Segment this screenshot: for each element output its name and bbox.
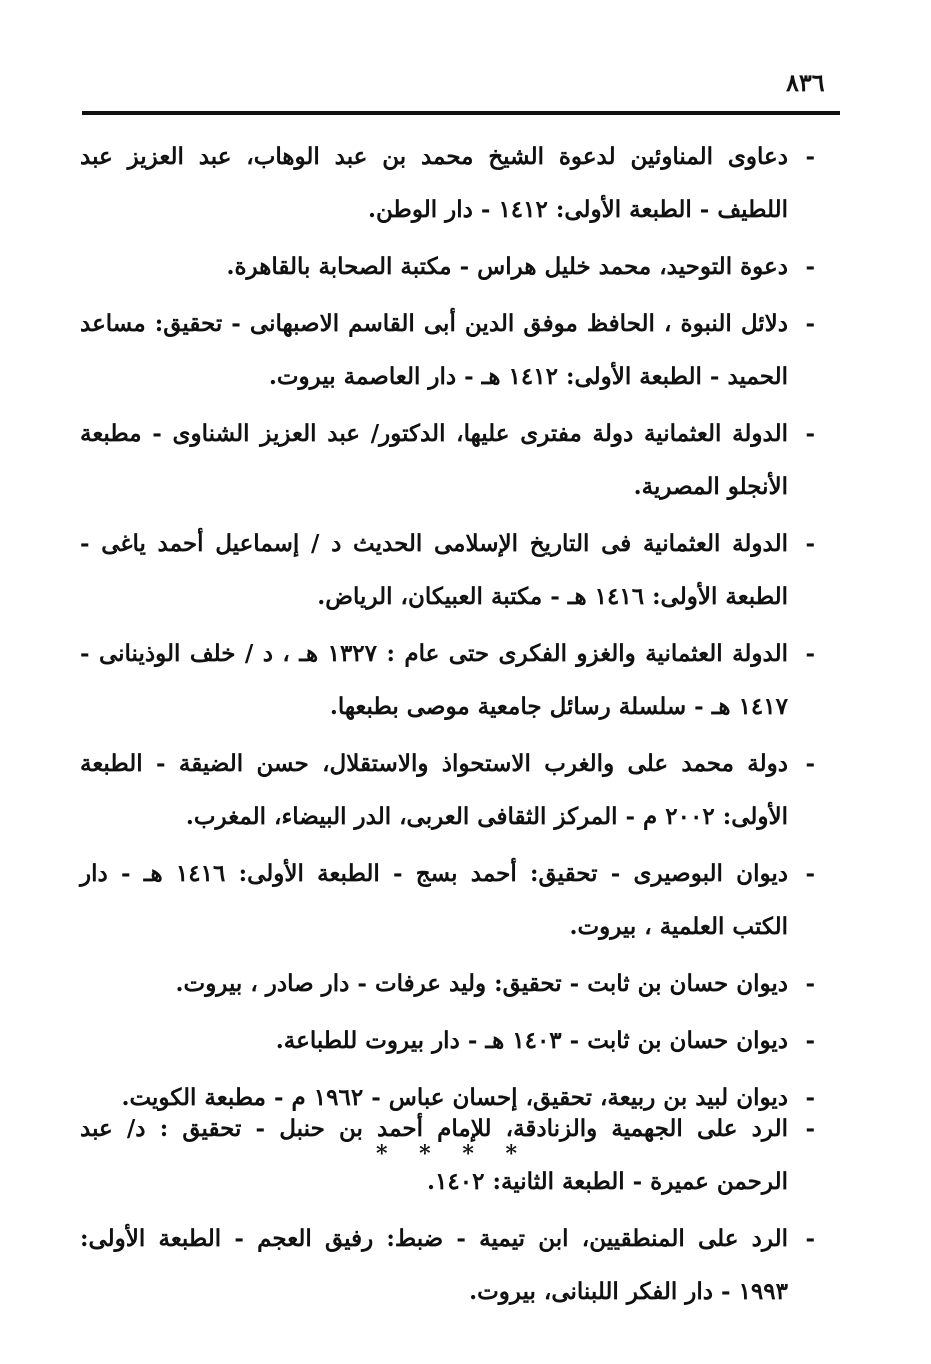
- bibliography-entry: [80, 297, 815, 403]
- entry-dash: -: [805, 310, 815, 337]
- entry-dash: -: [805, 1225, 815, 1252]
- bibliography-entry: [80, 737, 815, 843]
- entry-text: الرد على الجهمية والزنادقة، للإمام أحمد بن حنبل - تحقيق : د/ عبد الرحمن عميرة - الطبعة الثانية: ١٤٠٢.: [80, 1115, 788, 1195]
- entry-text: ديوان البوصيرى - تحقيق: أحمد بسج - الطبعة الأولى: ١٤١٦ هـ - دار الكتب العلمية ، بيروت.: [80, 860, 788, 940]
- entry-dash: -: [805, 253, 815, 280]
- entry-dash: -: [805, 1027, 815, 1054]
- entry-dash: -: [805, 970, 815, 997]
- entry-dash: -: [805, 1115, 815, 1142]
- entry-text: الدولة العثمانية فى التاريخ الإسلامى الحديث د / إسماعيل أحمد ياغى - الطبعة الأولى: ١٤١٦ هـ - مكتبة العبيكان، الرياض.: [80, 530, 788, 610]
- entry-text: دلائل النبوة ، الحافظ موفق الدين أبى القاسم الاصبهانى - تحقيق: مساعد الحميد - الطبعة الأولى: ١٤١٢ هـ - دار العاصمة بيروت.: [80, 310, 788, 390]
- entry-text: الدولة العثمانية والغزو الفكرى حتى عام : ١٣٢٧ هـ ، د / خلف الوذينانى - ١٤١٧ هـ - سلسلة رسائل جامعية موصى بطبعها.: [80, 640, 788, 720]
- entry-dash: -: [805, 420, 815, 447]
- bibliography-entry: [80, 130, 815, 236]
- entry-dash: -: [805, 860, 815, 887]
- entry-dash: -: [805, 640, 815, 667]
- page-number: ٨٣٦: [786, 68, 825, 97]
- entry-text: ديوان حسان بن ثابت - ١٤٠٣ هـ - دار بيروت للطباعة.: [275, 1027, 788, 1054]
- entry-text: ديوان حسان بن ثابت - تحقيق: وليد عرفات - دار صادر ، بيروت.: [175, 970, 788, 997]
- entry-dash: -: [805, 530, 815, 557]
- bibliography-list-continued: [80, 1102, 815, 1322]
- bibliography-list: [80, 130, 815, 1189]
- entry-text: ديوان لبيد بن ربيعة، تحقيق، إحسان عباس - ١٩٦٢ م - مطبعة الكويت.: [121, 1084, 788, 1111]
- header-rule: [82, 111, 840, 115]
- section-separator: * * * *: [376, 1141, 529, 1167]
- bibliography-entry: [80, 1014, 815, 1067]
- bibliography-entry: [80, 1102, 815, 1208]
- entry-text: الرد على المنطقيين، ابن تيمية - ضبط: رفيق العجم - الطبعة الأولى: ١٩٩٣ - دار الفكر اللبنانى، بيروت.: [80, 1225, 788, 1305]
- bibliography-entry: [80, 627, 815, 733]
- bibliography-entry: [80, 1212, 815, 1318]
- entry-dash: -: [805, 750, 815, 777]
- entry-text: دعاوى المناوئين لدعوة الشيخ محمد بن عبد الوهاب، عبد العزيز عبد اللطيف - الطبعة الأولى: ١٤١٢ - دار الوطن.: [80, 143, 788, 223]
- bibliography-entry: [80, 407, 815, 513]
- entry-dash: -: [805, 143, 815, 170]
- entry-dash: -: [805, 1084, 815, 1111]
- entry-text: دولة محمد على والغرب الاستحواذ والاستقلال، حسن الضيقة - الطبعة الأولى: ٢٠٠٢ م - المركز الثقافى العربى، الدر البيضاء، المغرب.: [80, 750, 788, 830]
- bibliography-entry: [80, 957, 815, 1010]
- entry-text: الدولة العثمانية دولة مفترى عليها، الدكتور/ عبد العزيز الشناوى - مطبعة الأنجلو المصرية.: [80, 420, 788, 500]
- bibliography-entry: [80, 847, 815, 953]
- bibliography-entry: [80, 517, 815, 623]
- entry-text: دعوة التوحيد، محمد خليل هراس - مكتبة الصحابة بالقاهرة.: [226, 253, 788, 280]
- bibliography-entry: [80, 240, 815, 293]
